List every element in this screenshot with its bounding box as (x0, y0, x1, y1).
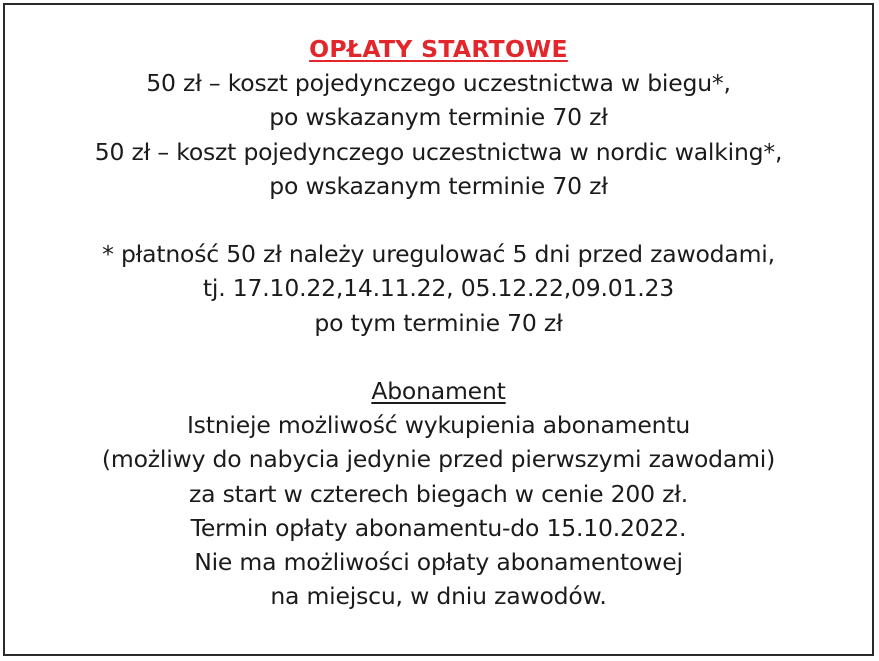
notice-box (3, 3, 874, 656)
subscription-heading: Abonament (371, 377, 506, 405)
fee-line-run-late: po wskazanym terminie 70 zł (269, 103, 608, 132)
subscription-line: za start w czterech biegach w cenie 200 zł. (188, 479, 689, 508)
subscription-line: na miejscu, w dniu zawodów. (270, 582, 607, 611)
payment-dates: tj. 17.10.22,14.11.22, 05.12.22,09.01.23 (202, 274, 675, 303)
spacer (5, 340, 872, 374)
subscription-line: Termin opłaty abonamentu-do 15.10.2022. (190, 513, 687, 542)
subscription-line: Nie ma możliwości opłaty abonamentowej (194, 548, 683, 577)
fee-line-run: 50 zł – koszt pojedynczego uczestnictwa w biegu*, (146, 69, 731, 98)
fee-line-nordic: 50 zł – koszt pojedynczego uczestnictwa w nordic walking*, (94, 137, 783, 166)
subscription-line: (możliwy do nabycia jedynie przed pierwszymi zawodami) (101, 445, 776, 474)
payment-late-fee: po tym terminie 70 zł (314, 308, 563, 337)
subscription-line: Istnieje możliwość wykupienia abonamentu (186, 411, 691, 440)
payment-note: * płatność 50 zł należy uregulować 5 dni przed zawodami, (102, 240, 775, 269)
fee-line-nordic-late: po wskazanym terminie 70 zł (269, 171, 608, 200)
spacer (5, 203, 872, 237)
page-title: OPŁATY STARTOWE (309, 35, 568, 63)
notice-content (5, 32, 872, 613)
